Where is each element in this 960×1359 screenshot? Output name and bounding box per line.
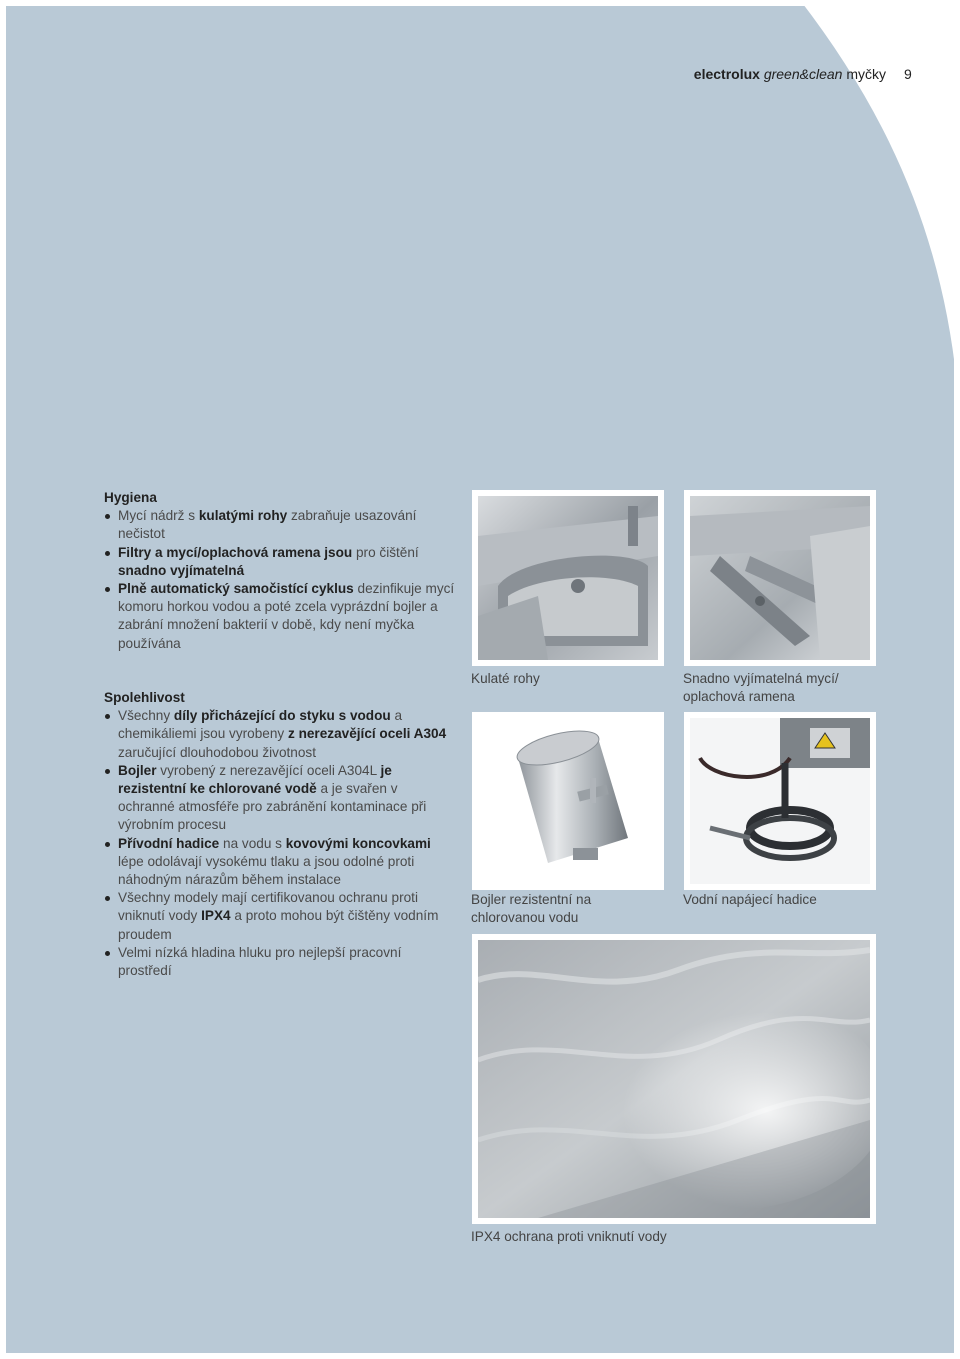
photo-wash-arms bbox=[684, 490, 876, 666]
item-text: a proto mohou být čištěny vodním proudem bbox=[118, 908, 439, 942]
list-item bbox=[104, 507, 456, 543]
item-text: zaručující dlouhodobou životnost bbox=[118, 744, 316, 760]
item-text: Mycí nádrž s bbox=[118, 508, 199, 524]
item-bold: Přívodní hadice bbox=[118, 835, 220, 851]
list-item bbox=[104, 944, 456, 980]
hygiene-list bbox=[104, 507, 456, 653]
item-text: lépe odolávají vysokému tlaku a jsou odolné proti náhodným nárazům během instalace bbox=[118, 853, 415, 888]
item-text: vyrobený z nerezavějící oceli A304L bbox=[156, 762, 381, 778]
boiler-image bbox=[478, 718, 658, 884]
tank-image bbox=[478, 496, 658, 660]
item-bold: kulatými rohy bbox=[198, 508, 288, 524]
item-bold: snadno vyjímatelná bbox=[118, 562, 245, 578]
list-item bbox=[104, 762, 456, 835]
item-text: a chemikáliemi jsou vyrobeny bbox=[118, 708, 403, 742]
list-item bbox=[104, 707, 456, 762]
item-text: zabraňuje usazování nečistot bbox=[118, 508, 417, 542]
item-text: dezinfikuje mycí komoru horkou vodou a poté zcela vyprázdní bojler a zabrání množení bakterií v době, kdy není myčka používána bbox=[118, 581, 455, 651]
list-item bbox=[104, 580, 456, 653]
photo-ipx4 bbox=[472, 934, 876, 1224]
wash-arms-image bbox=[690, 496, 870, 660]
item-bold: díly přicházející do styku s vodou bbox=[173, 708, 391, 724]
item-text: Všechny bbox=[118, 708, 174, 724]
item-text: na vodu s bbox=[219, 835, 286, 851]
product-name: myčky bbox=[846, 66, 886, 82]
item-text: pro čištění bbox=[352, 544, 419, 560]
item-bold: Bojler bbox=[118, 762, 157, 778]
item-text: Velmi nízká hladina hluku pro nejlepší pracovní prostředí bbox=[118, 944, 402, 979]
hose-image bbox=[690, 718, 870, 884]
reliability-list bbox=[104, 707, 456, 980]
caption-water-hose: Vodní napájecí hadice bbox=[683, 892, 817, 907]
caption-wash-arms: Snadno vyjímatelná mycí/ oplachová ramena bbox=[683, 671, 839, 704]
hygiene-section bbox=[104, 489, 456, 653]
item-bold: Filtry a mycí/oplachová ramena jsou bbox=[118, 544, 353, 560]
item-text: Všechny modely mají certifikovanou ochranu proti vniknutí vody bbox=[118, 890, 418, 924]
water-spray-image bbox=[478, 940, 870, 1218]
photo-water-hose bbox=[684, 712, 876, 890]
hygiene-title: Hygiena bbox=[104, 490, 157, 505]
photo-rounded-corners bbox=[472, 490, 664, 666]
item-bold: z nerezavějící oceli A304 bbox=[288, 726, 447, 742]
item-bold: je rezistentní ke chlorované vodě bbox=[118, 762, 392, 797]
reliability-section bbox=[104, 689, 456, 980]
page-header bbox=[693, 66, 912, 82]
tagline: green&clean bbox=[763, 66, 843, 82]
item-bold: kovovými koncovkami bbox=[285, 835, 431, 851]
item-bold: Plně automatický samočistící cyklus bbox=[118, 581, 354, 597]
caption-rounded-corners: Kulaté rohy bbox=[471, 671, 540, 686]
item-text: a je svařen v ochranné atmosféře pro zabránění kontaminace při výrobním procesu bbox=[118, 781, 427, 833]
brand-name: electrolux bbox=[693, 66, 760, 82]
reliability-title: Spolehlivost bbox=[104, 690, 185, 705]
caption-boiler: Bojler rezistentní na chlorovanou vodu bbox=[471, 892, 592, 925]
caption-ipx4: IPX4 ochrana proti vniknutí vody bbox=[471, 1229, 667, 1244]
photo-boiler bbox=[472, 712, 664, 890]
list-item bbox=[104, 889, 456, 944]
list-item bbox=[104, 544, 456, 580]
page-number: 9 bbox=[904, 66, 912, 82]
list-item bbox=[104, 835, 456, 890]
item-bold: IPX4 bbox=[201, 908, 231, 924]
